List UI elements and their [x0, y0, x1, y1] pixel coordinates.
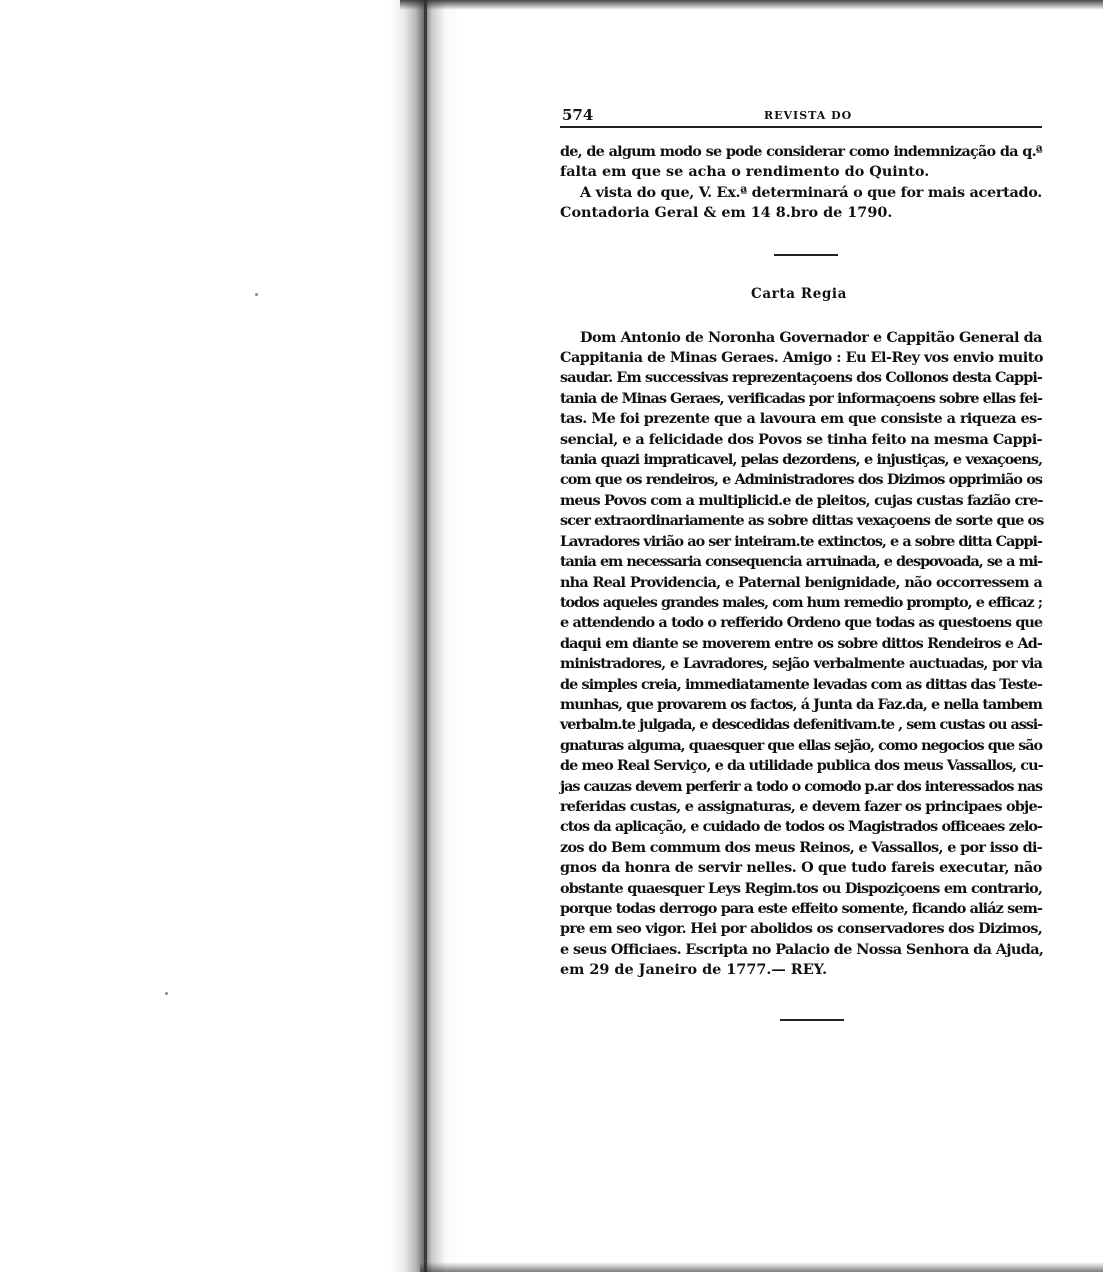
text-line: porque todas derrogo para este effeito somente, ficando aliáz sem- [560, 900, 1042, 917]
page-top-edge [400, 0, 1103, 10]
text-line: ministradores, e Lavradores, sejão verbalmente auctuadas, por via [560, 655, 1042, 673]
text-line: em 29 de Janeiro de 1777.— REY. [560, 961, 828, 979]
text-line: de, de algum modo se pode considerar como indemnização da q.ª [560, 143, 1042, 160]
text-line: sencial, e a felicidade dos Povos se tinha feito na mesma Cappi- [560, 430, 1043, 448]
text-line: meus Povos com a multiplicid.e de pleitos, cujas custas fazião cre- [560, 491, 1043, 509]
text-line: ctos da aplicação, e cuidado de todos os Magistrados officeaes zelo- [560, 818, 1042, 836]
text-line: obstante quaesquer Leys Regim.tos ou Dispoziçoens em contrario, [560, 879, 1042, 897]
text-line: Dom Antonio de Noronha Governador e Cappitão General da [580, 328, 1042, 346]
text-line: daqui em diante se moverem entre os sobre dittos Rendeiros e Ad- [560, 634, 1042, 652]
paper-speck [255, 293, 258, 296]
text-line: tas. Me foi prezente que a lavoura em que consiste a riqueza es- [560, 410, 1042, 428]
text-line: A vista do que, V. Ex.ª determinará o que for mais acertado. [580, 183, 1042, 201]
left-blank-page [0, 0, 400, 1272]
text-line: com que os rendeiros, e Administradores dos Dizimos opprimião os [560, 471, 1042, 489]
section-title: Carta Regia [750, 285, 847, 302]
text-line: munhas, que provarem os factos, á Junta da Faz.da, e nella tambem [560, 695, 1042, 713]
text-line: tania de Minas Geraes, verificadas por informaçoens sobre ellas fei- [560, 389, 1042, 407]
text-line: gnos da honra de servir nelles. O que tudo fareis executar, não [560, 859, 1042, 877]
text-line: gnaturas alguma, quaesquer que ellas sejão, como negocios que são [560, 736, 1042, 754]
paper-speck [165, 992, 168, 995]
text-line: de meo Real Serviço, e da utilidade publica dos meus Vassallos, cu- [560, 757, 1043, 775]
text-line: Lavradores virião ao ser inteiram.te extinctos, e a sobre ditta Cappi- [560, 532, 1042, 550]
text-line: scer extraordinariamente as sobre dittas vexaçoens de sorte que os [560, 512, 1044, 530]
text-line: referidas custas, e assignaturas, e devem fazer os principaes obje- [560, 797, 1042, 815]
paragraph-carta-regia [560, 328, 1042, 981]
text-line: Contadoria Geral & em 14 8.bro de 1790. [560, 204, 893, 222]
paragraph-conclusion [560, 183, 1042, 224]
page-content [560, 100, 1042, 1021]
book-binding-edge [424, 0, 427, 1272]
end-divider [780, 1019, 844, 1021]
text-line: jas cauzas devem perferir a todo o comodo p.ar dos interessados nas [560, 777, 1042, 795]
text-line: tania quazi impraticavel, pelas dezordens, e injustiças, e vexaçoens, [560, 451, 1042, 469]
page-bottom-edge [420, 1262, 1103, 1272]
text-line: falta em que se acha o rendimento do Quinto. [560, 163, 930, 181]
section-divider [774, 254, 838, 256]
page-header [560, 100, 1042, 128]
text-line: pre em seo vigor. Hei por abolidos os conservadores dos Dizimos, [560, 920, 1043, 938]
text-line: e seus Officiaes. Escripta no Palacio de Nossa Senhora da Ajuda, [560, 940, 1044, 958]
text-line: tania em necessaria consequencia arruinada, e despovoada, se a mi- [560, 553, 1042, 571]
paragraph-continuation [560, 142, 1042, 183]
text-line: nha Real Providencia, e Paternal benignidade, não occorressem a [560, 573, 1042, 591]
text-line: verbalm.te julgada, e descedidas defenitivam.te , sem custas ou assi- [560, 716, 1042, 734]
page-number: 574 [562, 106, 594, 124]
text-line: de simples creia, immediatamente levadas com as dittas das Teste- [560, 675, 1042, 693]
text-line: saudar. Em successivas reprezentaçoens dos Collonos desta Cappi- [560, 369, 1042, 387]
text-line: e attendendo a todo o refferido Ordeno que todas as questoens que [560, 614, 1042, 632]
text-line: zos do Bem commum dos meus Reinos, e Vassallos, e por isso di- [560, 838, 1042, 856]
running-head: REVISTA DO [764, 109, 853, 122]
text-line: Cappitania de Minas Geraes. Amigo : Eu El-Rey vos envio muito [560, 349, 1043, 367]
text-line: todos aqueles grandes males, com hum remedio prompto, e efficaz ; [560, 593, 1042, 611]
